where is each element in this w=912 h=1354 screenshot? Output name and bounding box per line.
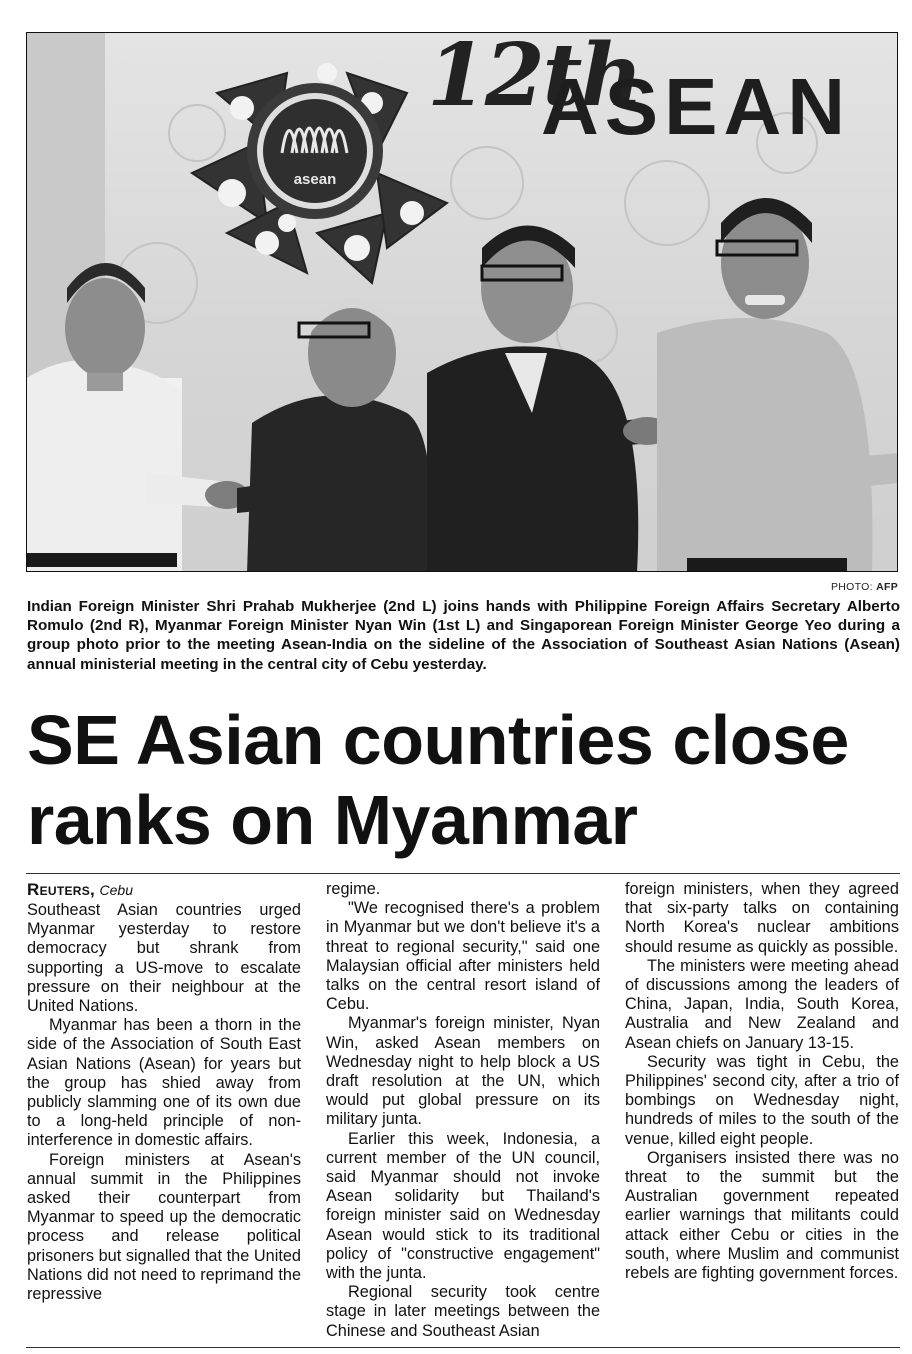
paragraph-continuation: regime.	[326, 880, 381, 898]
byline-agency: Reuters,	[27, 880, 96, 899]
article-column-2	[326, 880, 600, 1342]
paragraph: Regional security took centre stage in later meetings between the Chinese and Southeast Asian	[326, 1283, 600, 1340]
photo-caption: Indian Foreign Minister Shri Prahab Mukherjee (2nd L) joins hands with Philippine Foreign Affairs Secretary Alberto Romulo (2nd R), Myanmar Foreign Minister Nyan Win (1st L) and Singaporean Foreign Minister George Yeo during a group photo prior to the meeting Asean-India on the sideline of the Association of Southeast Asian Nations (Asean) annual ministerial meeting in the central city of Cebu yesterday.	[27, 598, 900, 673]
asean-emblem-icon	[192, 63, 447, 283]
photo-credit	[831, 581, 898, 593]
photo-credit-label: PHOTO:	[831, 581, 873, 593]
top-rule	[26, 873, 900, 874]
paragraph: Myanmar has been a thorn in the side of the Association of South East Asian Nations (Asean) for years but the group has shied away from publicly slamming one of its own due to a long-held principle of non-interference in domestic affairs.	[27, 1016, 301, 1150]
headline: SE Asian countries close ranks on Myanmar	[27, 701, 849, 859]
bottom-rule	[26, 1347, 900, 1348]
paragraph: The ministers were meeting ahead of discussions among the leaders of China, Japan, India, South Korea, Australia and New Zealand and Asean chiefs on January 13-15.	[625, 956, 899, 1052]
article-column-1	[27, 880, 301, 1342]
paragraph: Southeast Asian countries urged Myanmar yesterday to restore democracy but shrank from supporting a US-move to escalate pressure on their neighbour at the United Nations.	[27, 901, 301, 1016]
event-banner	[427, 32, 898, 169]
paragraph: Security was tight in Cebu, the Philippines' second city, after a trio of bombings on Wednesday night, hundreds of miles to the south of the venue, killed eight people.	[625, 1052, 899, 1148]
byline	[27, 880, 301, 901]
paragraph: Foreign ministers at Asean's annual summit in the Philippines asked their counterpart from Myanmar to speed up the democratic process and release political prisoners but signalled that the United Nations did not need to reprimand the repressive	[27, 1150, 301, 1304]
person-3	[427, 226, 671, 573]
news-photo	[26, 32, 898, 572]
emblem-logo-text: asean	[293, 171, 337, 188]
paragraph: "We recognised there's a problem in Myanmar but we don't believe it's a threat to regional security," said one Malaysian official after ministers held talks on the central resort island of Cebu.	[326, 899, 600, 1014]
paragraph: Earlier this week, Indonesia, a current member of the UN council, said Myanmar should not invoke Asean solidarity but Thailand's foreign minister said on Wednesday Asean would stick to its traditional policy of "constructive engagement" with the junta.	[326, 1129, 600, 1283]
photo-credit-source: AFP	[876, 581, 898, 593]
paragraph: Myanmar's foreign minister, Nyan Win, asked Asean members on Wednesday night to help block a US draft resolution at the UN, which would put global pressure on its military junta.	[326, 1014, 600, 1129]
article-column-3	[625, 880, 899, 1342]
banner-edition: 12th	[427, 32, 641, 126]
banner-title: ASEAN	[541, 62, 852, 151]
person-4	[657, 198, 898, 572]
byline-place: Cebu	[99, 882, 133, 898]
paragraph: Organisers insisted there was no threat to the summit but the Australian government repeated earlier warnings that militants could attack either Cebu or cities in the south, where Muslim and communist rebels are fighting government forces.	[625, 1148, 899, 1283]
paragraph-continuation: foreign ministers, when they agreed that six-party talks on containing North Korea's nuclear ambitions should resume as quickly as possible.	[625, 880, 899, 956]
